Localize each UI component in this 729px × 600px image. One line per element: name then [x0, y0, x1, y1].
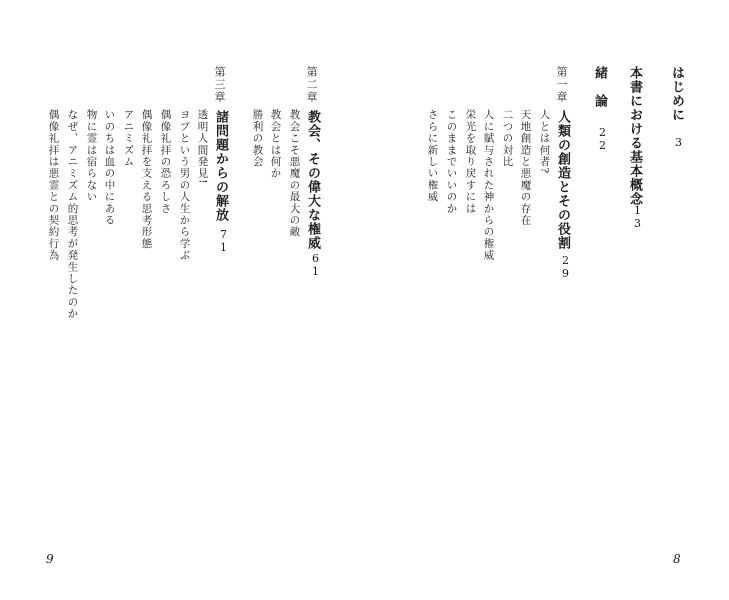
toc-ch1-label: 第一章 [555, 66, 568, 104]
toc-ch1-section-2: 天地創造と悪魔の存在 [519, 109, 532, 226]
toc-ch3-section-8: なぜ、アニミズム的思考が発生したのか [66, 109, 79, 320]
toc-ch1-section-6: このままでいいのか [445, 109, 458, 215]
toc-ch1-section-1: 人とは何者? [538, 109, 551, 175]
toc-ch3-section-1: 透明人間発見! [196, 109, 209, 185]
toc-intro-page: 22 [596, 126, 609, 152]
toc-ch3-page: 71 [217, 228, 230, 254]
toc-ch2-label: 第二章 [305, 66, 318, 104]
toc-ch2-section-2: 教会とは何か [269, 109, 282, 180]
toc-ch1-section-3: 二つの対比 [501, 109, 514, 168]
toc-ch3-section-5: アニミズム [122, 109, 135, 168]
toc-ch3-title: 諸問題からの解放 [213, 110, 228, 222]
page-number-right: 8 [673, 552, 681, 566]
toc-ch3-section-7: 物に霊は宿らない [85, 109, 98, 203]
toc-basic-concepts-page: 13 [631, 204, 644, 230]
toc-ch3-section-3: 偶像礼拝の恐ろしさ [159, 109, 172, 215]
toc-ch3-section-9: 偶像礼拝は悪霊との契約行為 [47, 109, 60, 262]
toc-ch1-title: 人類の創造とその役割 [555, 110, 570, 250]
toc-hajimeni-title: はじめに [669, 66, 684, 122]
toc-ch1-section-4: 人に賦与された神からの権威 [482, 109, 495, 262]
toc-ch3-section-2: ヨブという男の人生から学ぶ [178, 109, 191, 262]
toc-ch3-section-4: 偶像礼拝を支える思考形態 [140, 109, 153, 250]
toc-ch2-title: 教会、その偉大な権威 [305, 110, 320, 250]
toc-hajimeni-page: 3 [672, 136, 685, 149]
toc-ch3-section-6: いのちは血の中にある [103, 109, 116, 226]
toc-ch2-page: 61 [309, 252, 322, 278]
toc-ch2-section-1: 教会こそ悪魔の最大の敵 [288, 109, 301, 238]
toc-ch1-section-5: 栄光を取り戻すには [464, 109, 477, 215]
toc-intro-title: 緒 論 [592, 66, 607, 108]
toc-ch3-label: 第三章 [213, 66, 226, 104]
toc-ch1-section-7: さらに新しい権威 [426, 109, 439, 203]
toc-basic-concepts-title: 本書における基本概念 [627, 66, 642, 206]
page-number-left: 9 [46, 552, 54, 566]
toc-ch2-section-3: 勝利の教会 [251, 109, 264, 168]
toc-ch1-page: 29 [559, 254, 572, 280]
